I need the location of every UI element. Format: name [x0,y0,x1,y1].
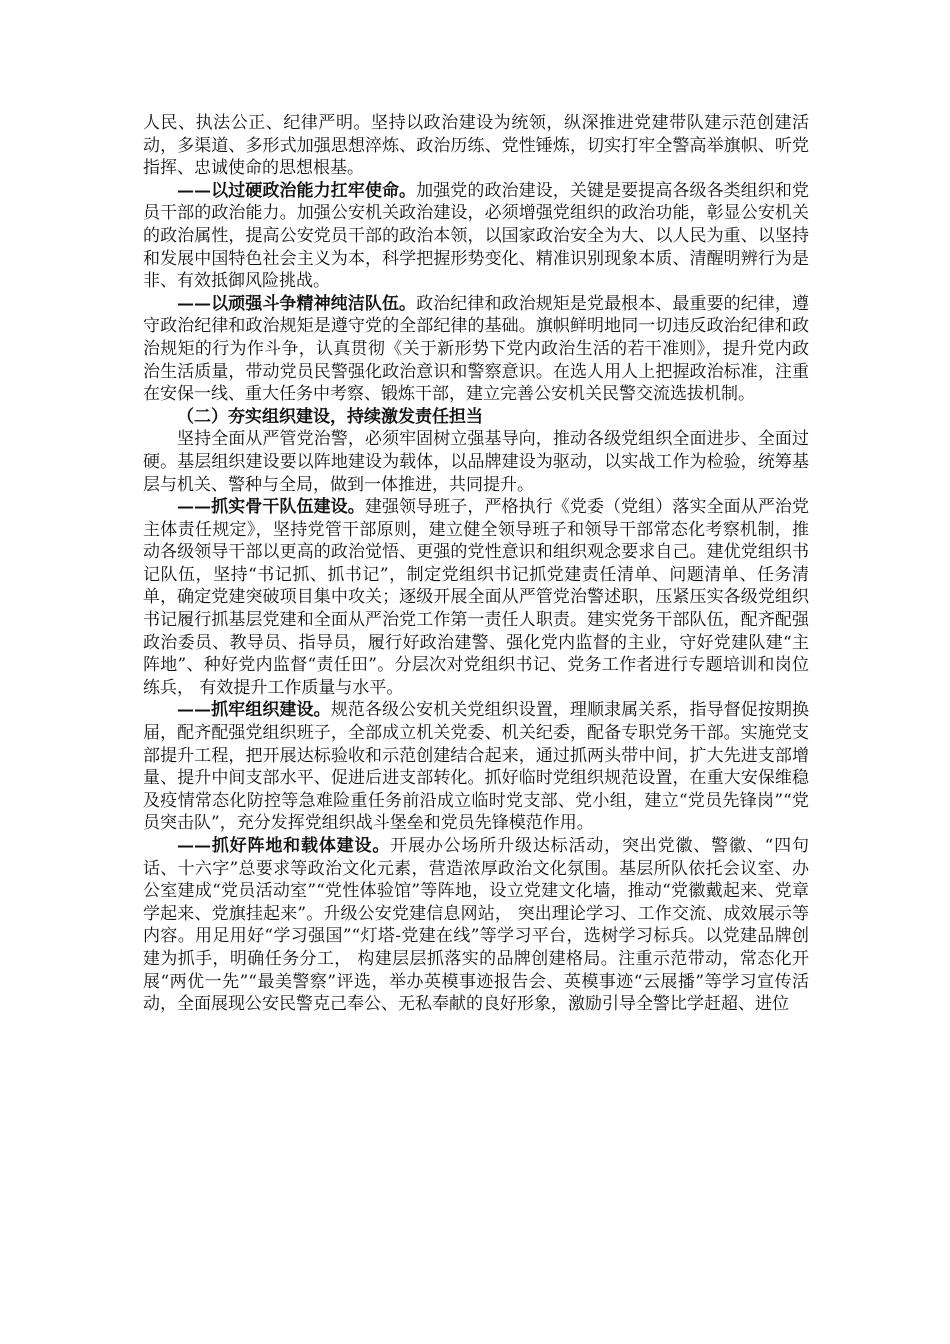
paragraph-text: 建强领导班子，严格执行《党委（党组）落实全面从严治党主体责任规定》，坚持党管干部原则，建立健全领导班子和领导干部常态化考察机制，推动各级领导干部以更高的政治觉悟、更强的党性意识和组织观念要求自己。建优党组织书记队伍，坚持“书记抓、抓书记”，制定党组织书记抓党建责任清单、问题清单、任务清单，确定党建突破项目集中攻关；逐级开展全面从严管党治警述职，压紧压实各级党组织书记履行抓基层党建和全面从严治党工作第一责任人职责。建实党务干部队伍，配齐配强政治委员、教导员、指导员，履行好政治建警、强化党内监督的主业，守好党建队建“主阵地”、种好党内监督“责任田”。分层次对党组织书记、党务工作者进行专题培训和岗位练兵， 有效提升工作质量与水平。 [143,497,810,698]
body-paragraph-4 [143,428,809,496]
body-paragraph-6 [143,699,809,835]
body-paragraph-2 [143,180,809,293]
paragraph-text: 规范各级公安机关党组织设置，理顺隶属关系，指导督促按期换届，配齐配强党组织班子，全部成立机关党委、机关纪委，配备专职党务干部。实施党支部提升工程，把开展达标验收和示范创建结合起来，通过抓两头带中间，扩大先进支部增量、提升中间支部水平、促进后进支部转化。抓好临时党组织规范设置，在重大安保维稳及疫情常态化防控等急难险重任务前沿成立临时党支部、党小组，建立“党员先锋岗”“党员突击队”，充分发挥党组织战斗堡垒和党员先锋模范作用。 [143,700,810,834]
document-page [143,112,809,1016]
paragraph-text: 人民、执法公正、纪律严明。坚持以政治建设为统领，纵深推进党建带队建示范创建活动，多渠道、多形式加强思想淬炼、政治历练、党性锤炼，切实打牢全警高举旗帜、听党指挥、忠诚使命的思想根基。 [143,113,809,179]
paragraph-text: 加强党的政治建设，关键是要提高各级各类组织和党员干部的政治能力。加强公安机关政治建设，必须增强党组织的政治功能，彰显公安机关的政治属性，提高公安党员干部的政治本领，以国家政治安全为大、以人民为重、以坚持和发展中国特色社会主义为本，科学把握形势变化、精准识别现象本质、清醒明辨行为是非、有效抵御风险挑战。 [143,180,810,292]
paragraph-text: 开展办公场所升级达标活动，突出党徽、警徽、“四句话、十六字”总要求等政治文化元素，营造浓厚政治文化氛围。基层所队依托会议室、办公室建成“党员活动室”“党性体验馆”等阵地，设立党建文化墙，推动“党徽戴起来、党章学起来、党旗挂起来”。升级公安党建信息网站， 突出理论学习、工作交流、成效展示等内容。用足用好“学习强国”“灯塔-党建在线”等学习平台，选树学习标兵。以党建品牌创建为抓手，明确任务分工， 构建层层抓落实的品牌创建格局。注重示范带动，常态化开展“两优一先”“最美警察”评选，举办英模事迹报告会、英模事迹“云展播”等学习宣传活动，全面展现公安民警克己奉公、无私奉献的良好形象，激励引导全警比学赶超、进位 [143,836,809,1015]
paragraph-text: 政治纪律和政治规矩是党最根本、最重要的纪律，遵守政治纪律和政治规矩是遵守党的全部纪律的基础。旗帜鲜明地同一切违反政治纪律和政治规矩的行为作斗争，认真贯彻《关于新形势下党内政治生活的若干准则》，提升党内政治生活质量，带动党员民警强化政治意识和警察意识。在选人用人上把握政治标准，注重在安保一线、重大任务中考察、锻炼干部，建立完善公安机关民警交流选拔机制。 [143,293,810,405]
paragraph-lead: ——抓牢组织建设。 [177,700,331,721]
paragraph-lead: ——以顽强斗争精神纯洁队伍。 [177,293,417,314]
paragraph-lead: ——抓好阵地和载体建设。 [177,836,391,856]
body-paragraph-1 [143,112,809,180]
body-paragraph-5 [143,496,809,699]
section-heading: （二）夯实组织建设，持续激发责任担当 [177,406,483,427]
body-paragraph-7 [143,835,809,1016]
body-paragraph-3 [143,293,809,406]
paragraph-lead: ——抓实骨干队伍建设。 [177,497,365,518]
paragraph-lead: ——以过硬政治能力扛牢使命。 [177,180,417,201]
paragraph-text: 坚持全面从严管党治警，必须牢固树立强基导向，推动各级党组织全面进步、全面过硬。基层组织建设要以阵地建设为载体，以品牌建设为驱动，以实战工作为检验，统筹基层与机关、警种与全局，做到一体推进，共同提升。 [143,429,809,495]
